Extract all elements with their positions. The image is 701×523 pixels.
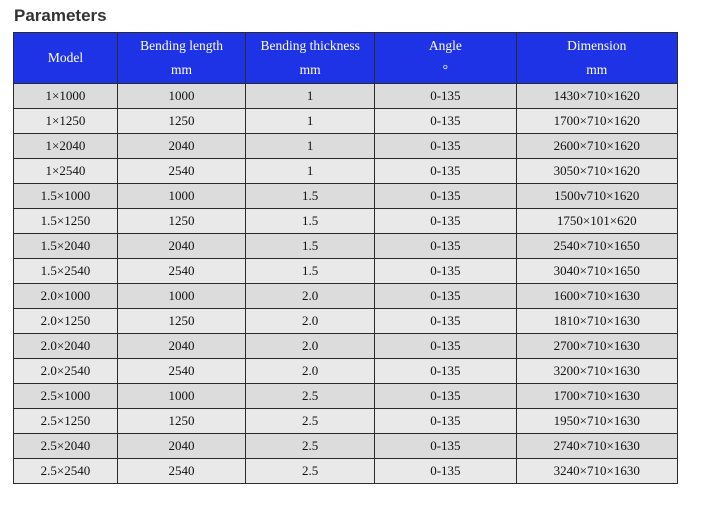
cell-dimension: 2540×710×1650 — [516, 234, 677, 259]
cell-model: 1.5×1250 — [14, 209, 118, 234]
table-row — [14, 384, 678, 409]
table-row — [14, 84, 678, 109]
cell-bending-thickness: 1 — [246, 134, 375, 159]
cell-bending-length: 2540 — [117, 459, 245, 484]
cell-model: 1.5×1000 — [14, 184, 118, 209]
cell-angle: 0-135 — [375, 184, 516, 209]
cell-bending-thickness: 2.5 — [246, 459, 375, 484]
cell-bending-thickness: 2.0 — [246, 284, 375, 309]
cell-bending-thickness: 2.5 — [246, 384, 375, 409]
page-title: Parameters — [14, 6, 107, 25]
cell-bending-length: 1000 — [117, 84, 245, 109]
cell-bending-length: 1250 — [117, 309, 245, 334]
table-row — [14, 409, 678, 434]
cell-dimension: 2700×710×1630 — [516, 334, 677, 359]
cell-model: 2.5×2040 — [14, 434, 118, 459]
table-row — [14, 309, 678, 334]
cell-bending-thickness: 1 — [246, 109, 375, 134]
cell-dimension: 1430×710×1620 — [516, 84, 677, 109]
cell-dimension: 3200×710×1630 — [516, 359, 677, 384]
table-row — [14, 109, 678, 134]
cell-dimension: 2600×710×1620 — [516, 134, 677, 159]
cell-angle: 0-135 — [375, 334, 516, 359]
header-bending-length-unit: mm — [171, 62, 193, 77]
cell-bending-length: 2540 — [117, 359, 245, 384]
cell-dimension: 3240×710×1630 — [516, 459, 677, 484]
table-row — [14, 209, 678, 234]
header-angle-unit: ° — [442, 62, 449, 77]
cell-bending-length: 2540 — [117, 259, 245, 284]
cell-dimension: 1700×710×1620 — [516, 109, 677, 134]
cell-angle: 0-135 — [375, 384, 516, 409]
cell-bending-thickness: 1.5 — [246, 259, 375, 284]
cell-angle: 0-135 — [375, 84, 516, 109]
header-bending-length-label: Bending length — [140, 38, 223, 53]
cell-bending-thickness: 2.0 — [246, 359, 375, 384]
table-row — [14, 234, 678, 259]
cell-bending-length: 1250 — [117, 409, 245, 434]
cell-bending-thickness: 2.5 — [246, 409, 375, 434]
cell-bending-thickness: 1 — [246, 84, 375, 109]
cell-bending-thickness: 1.5 — [246, 234, 375, 259]
cell-angle: 0-135 — [375, 109, 516, 134]
table-row — [14, 434, 678, 459]
header-angle-label: Angle — [428, 38, 462, 53]
cell-bending-length: 2040 — [117, 234, 245, 259]
table-row — [14, 134, 678, 159]
table-row — [14, 334, 678, 359]
cell-model: 2.5×1000 — [14, 384, 118, 409]
header-row — [14, 33, 678, 84]
cell-model: 1.5×2540 — [14, 259, 118, 284]
cell-model: 1.5×2040 — [14, 234, 118, 259]
header-bending-thickness — [246, 33, 375, 84]
cell-bending-thickness: 2.0 — [246, 334, 375, 359]
cell-angle: 0-135 — [375, 134, 516, 159]
cell-bending-length: 1250 — [117, 209, 245, 234]
header-model-label: Model — [47, 50, 84, 65]
cell-dimension: 3040×710×1650 — [516, 259, 677, 284]
cell-bending-length: 2040 — [117, 434, 245, 459]
cell-model: 2.5×2540 — [14, 459, 118, 484]
parameters-table — [13, 32, 678, 484]
cell-dimension: 3050×710×1620 — [516, 159, 677, 184]
cell-angle: 0-135 — [375, 309, 516, 334]
cell-angle: 0-135 — [375, 359, 516, 384]
cell-dimension: 1600×710×1630 — [516, 284, 677, 309]
header-dimension-unit: mm — [586, 62, 608, 77]
header-model — [14, 33, 118, 84]
header-bending-thickness-unit: mm — [299, 62, 321, 77]
header-dimension — [516, 33, 677, 84]
cell-angle: 0-135 — [375, 234, 516, 259]
cell-model: 2.5×1250 — [14, 409, 118, 434]
cell-model: 1×1250 — [14, 109, 118, 134]
cell-bending-thickness: 1.5 — [246, 209, 375, 234]
cell-model: 2.0×2540 — [14, 359, 118, 384]
table-row — [14, 259, 678, 284]
table-row — [14, 359, 678, 384]
cell-bending-length: 2540 — [117, 159, 245, 184]
table-body — [14, 84, 678, 484]
cell-angle: 0-135 — [375, 409, 516, 434]
cell-bending-thickness: 2.5 — [246, 434, 375, 459]
cell-dimension: 1810×710×1630 — [516, 309, 677, 334]
cell-angle: 0-135 — [375, 459, 516, 484]
cell-dimension: 1950×710×1630 — [516, 409, 677, 434]
cell-model: 1×2040 — [14, 134, 118, 159]
cell-angle: 0-135 — [375, 209, 516, 234]
cell-bending-length: 1250 — [117, 109, 245, 134]
cell-bending-length: 1000 — [117, 184, 245, 209]
cell-bending-thickness: 1 — [246, 159, 375, 184]
header-bending-thickness-label: Bending thickness — [260, 38, 360, 53]
header-angle — [375, 33, 516, 84]
cell-dimension: 1750×101×620 — [516, 209, 677, 234]
table-row — [14, 159, 678, 184]
cell-model: 2.0×1250 — [14, 309, 118, 334]
table-row — [14, 184, 678, 209]
cell-bending-thickness: 2.0 — [246, 309, 375, 334]
cell-angle: 0-135 — [375, 259, 516, 284]
header-dimension-label: Dimension — [567, 38, 627, 53]
cell-angle: 0-135 — [375, 284, 516, 309]
cell-model: 2.0×1000 — [14, 284, 118, 309]
cell-dimension: 1700×710×1630 — [516, 384, 677, 409]
table-row — [14, 284, 678, 309]
cell-model: 1×2540 — [14, 159, 118, 184]
cell-bending-length: 2040 — [117, 334, 245, 359]
cell-model: 2.0×2040 — [14, 334, 118, 359]
cell-angle: 0-135 — [375, 159, 516, 184]
cell-bending-length: 1000 — [117, 284, 245, 309]
cell-bending-thickness: 1.5 — [246, 184, 375, 209]
cell-dimension: 1500v710×1620 — [516, 184, 677, 209]
cell-model: 1×1000 — [14, 84, 118, 109]
cell-angle: 0-135 — [375, 434, 516, 459]
table-row — [14, 459, 678, 484]
cell-dimension: 2740×710×1630 — [516, 434, 677, 459]
cell-bending-length: 2040 — [117, 134, 245, 159]
header-bending-length — [117, 33, 245, 84]
cell-bending-length: 1000 — [117, 384, 245, 409]
